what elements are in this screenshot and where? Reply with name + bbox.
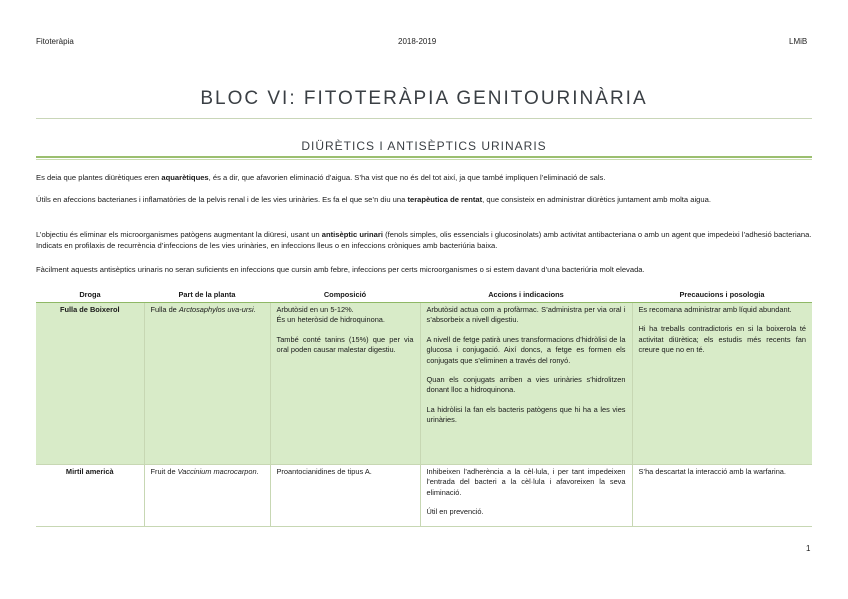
title-divider: [36, 118, 812, 119]
cell-text: Arbutòsid en un 5-12%.: [276, 305, 354, 314]
cell-text: Útil en prevenció.: [426, 507, 484, 517]
keyword-terapeutica-rentat: terapèutica de rentat: [407, 195, 483, 204]
cell-text: La hidròlisi la fan els bacteris patògens que hi ha a les vies urinàries.: [426, 404, 626, 425]
page-number: 1: [806, 544, 811, 553]
cell-text: Quan els conjugats arriben a vies urinàries s’hidrolitzen donant lloc a hidroquinona.: [426, 375, 626, 395]
cell-text: Fulla de: [150, 305, 179, 314]
cell-text: Proantocianidines de tipus A.: [276, 467, 372, 476]
species-name: Vaccinium macrocarpon: [177, 467, 257, 476]
table-row: [36, 303, 812, 465]
paragraph-limitacions: Fàcilment aquests antisèptics urinaris no seran suficients en infeccions que cursin amb febre, infeccions per certs microorganismes o si estem davant d’una bacteriúria molt elevada.: [36, 265, 645, 274]
cell-text: S’ha descartat la interacció amb la warfarina.: [638, 467, 786, 476]
cell-drug: Fulla de Boixerol: [36, 303, 144, 465]
paragraph-aquaretics: [36, 172, 812, 183]
cell-actions: [420, 303, 632, 465]
cell-drug: Mirtil americà: [36, 465, 144, 527]
col-header-part: Part de la planta: [144, 289, 270, 303]
section-subtitle: DIÜRÈTICS I ANTISÈPTICS URINARIS: [301, 139, 547, 153]
cell-text: Inhibeixen l’adherència a la cèl·lula, i per tant impedeixen l’entrada del bacteri a la cèl·lula i afavoreixen la seva eliminació.: [426, 467, 626, 497]
cell-text: Fruit de: [150, 467, 178, 476]
cell-precautions: [632, 465, 812, 527]
header-center: 2018-2019: [398, 37, 437, 46]
keyword-antiseptic-urinari: antisèptic urinari: [321, 230, 383, 239]
paragraph-text: Es deia que plantes diürètiques eren: [36, 173, 162, 182]
cell-composition: [270, 303, 420, 465]
cell-precautions: [632, 303, 812, 465]
header-right: LMiB: [789, 37, 808, 46]
page-title: BLOC VI: FITOTERÀPIA GENITOURINÀRIA: [200, 88, 648, 109]
paragraph-rentat: [36, 194, 812, 205]
table-row: [36, 465, 812, 527]
col-header-precaucions: Precaucions i posologia: [632, 289, 812, 303]
herbs-table: [36, 289, 812, 527]
cell-text: Es recomana administrar amb líquid abundant.: [638, 305, 792, 314]
cell-composition: [270, 465, 420, 527]
subtitle-divider-thin: [36, 159, 812, 160]
species-name: Arctosaphylos uva-ursi: [178, 305, 254, 314]
cell-actions: [420, 465, 632, 527]
col-header-composicio: Composició: [270, 289, 420, 303]
cell-text: Hi ha treballs contradictoris en si la boixerola té activitat diürètica; els estudis més recents fan creure que no en té.: [638, 324, 806, 355]
cell-part: [144, 303, 270, 465]
cell-text: És un heteròsid de hidroquinona.: [276, 315, 385, 325]
cell-text: A nivell de fetge patirà unes transformacions d’hidròlisi de la glucosa i conjugació. Així doncs, a fetge es formen els conjugats que s’eliminen a través del ronyó.: [426, 334, 626, 365]
paragraph-text: (fenols simples, olis essencials i glucosinolats) amb activitat antibacteriana o amb un agent que impedeixi l’adhesió bacteriana. Indicats en profilaxis de recurrència d’infeccions de les vies urinàries, en infeccions lleus o en infeccions cròniques amb bacteriúria baixa.: [36, 230, 812, 250]
cell-text: .: [256, 467, 259, 476]
header-left: Fitoteràpia: [36, 37, 74, 46]
cell-text: .: [253, 305, 256, 314]
col-header-droga: Droga: [36, 289, 144, 303]
cell-part: [144, 465, 270, 527]
paragraph-objectiu: [36, 229, 812, 251]
cell-text: També conté tanins (15%) que per via oral poden causar malestar digestiu.: [276, 334, 414, 355]
paragraph-text: , que consisteix en administrar diürètics juntament amb molta aigua.: [482, 195, 711, 204]
table-header-row: [36, 289, 812, 303]
paragraph-text: L’objectiu és eliminar els microorganismes patògens augmentant la diüresi, usant un: [36, 230, 322, 239]
subtitle-divider: [36, 156, 812, 158]
paragraph-text: , és a dir, que afavorien eliminació d’aigua. S’ha vist que no és del tot així, ja que també impliquen l’eliminació de sals.: [208, 173, 606, 182]
paragraph-text: Útils en afeccions bacterianes i inflamatòries de la pelvis renal i de les vies urinàries. Es fa el que se’n diu una: [36, 195, 408, 204]
col-header-accions: Accions i indicacions: [420, 289, 632, 303]
keyword-aquaretiques: aquarètiques: [161, 173, 209, 182]
cell-text: Arbutòsid actua com a profàrmac. S’administra per via oral i s’absorbeix a nivell digestiu.: [426, 305, 626, 325]
